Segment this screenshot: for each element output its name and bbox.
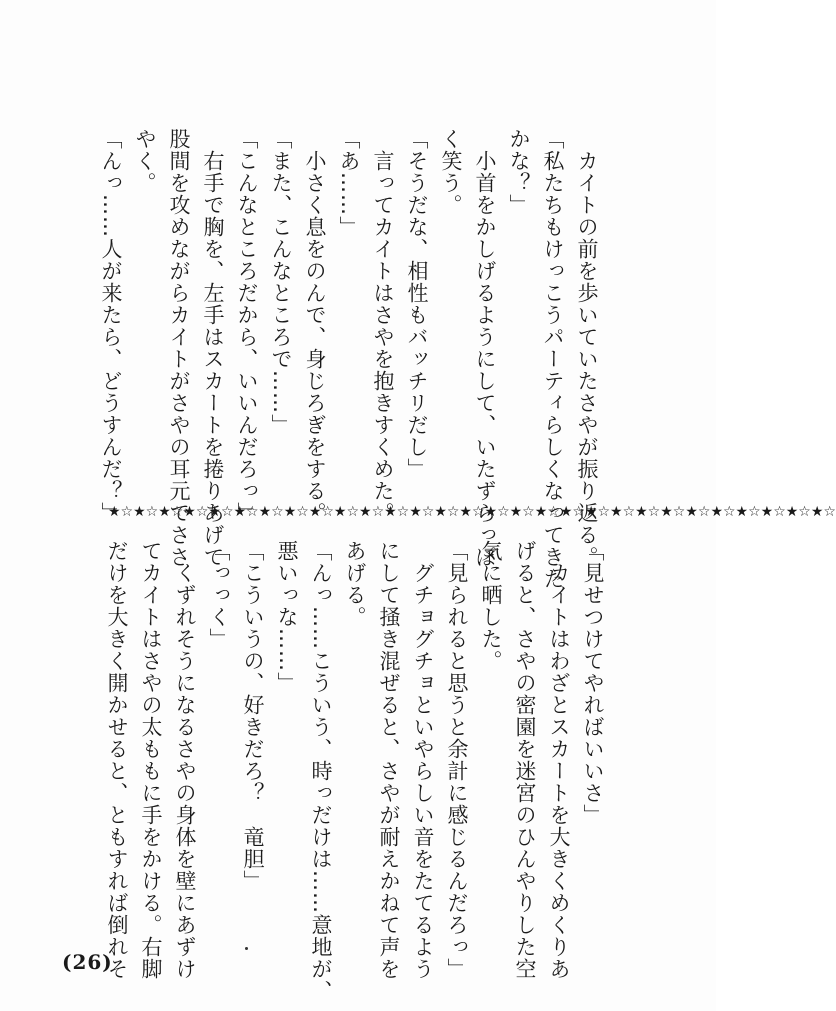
text-line: あげる。 (343, 540, 367, 628)
text-line: く笑う。 (439, 128, 463, 216)
text-line: 「また、こんなところで……」 (269, 128, 293, 436)
text-line: 「見せつけてやればいいさ」 (581, 540, 605, 826)
text-line: 小さく息をのんで、身じろぎをする。 (303, 128, 327, 524)
text-line: やく。 (133, 128, 157, 194)
text-line: くずれそうになるさやの身体を壁にあずけ (173, 540, 197, 980)
text-line: 「んっ……人が来たら、どうすんだ？」 (99, 128, 123, 524)
text-line: 言ってカイトはさやを抱きすくめた。 (371, 128, 395, 524)
text-line: にして掻き混ぜると、さやが耐えかねて声を (377, 540, 401, 980)
text-line: 「っっく」 (207, 540, 231, 650)
text-line: カイトはわざとスカートを大きくめくりあ (547, 540, 571, 980)
text-line: 気に晒した。 (479, 540, 503, 672)
text-line: 「そうだな、相性もバッチリだし」 (405, 128, 429, 480)
text-line: 「私たちもけっこうパーティらしくなってきた (541, 128, 565, 590)
text-line: だけを大きく開かせると、ともすれば倒れそ (105, 540, 129, 980)
text-line: かな？」 (507, 128, 531, 216)
text-line: 「こんなところだから、いいんだろっ」 (235, 128, 259, 524)
text-block-bottom (105, 540, 610, 1002)
text-line: 「んっ……こういう、時っだけは……意地が、 (309, 540, 333, 1002)
text-line: 右手で胸を、左手はスカートを捲りあげて (201, 128, 225, 568)
scan-speck (245, 947, 248, 950)
text-line: げると、さやの密園を迷宮のひんやりした空 (513, 540, 537, 980)
text-line: 「こういうの、好きだろ？ 竜胆」 (241, 540, 265, 892)
text-line: 「見られると思うと余計に感じるんだろっ」 (445, 540, 469, 980)
text-line: カイトの前を歩いていたさやが振り返る。 (575, 128, 599, 568)
page-number: (26) (62, 950, 113, 974)
text-line: 「あ……」 (337, 128, 361, 238)
text-line: グチョグチョといやらしい音をたてるよう (411, 540, 435, 980)
star-divider: ★☆★☆★☆★☆★☆★☆★☆★☆★☆★☆★☆★☆★☆★☆★☆★☆★☆★☆★☆★☆★☆★☆★☆★☆★☆★☆★☆★☆★☆ (108, 504, 836, 520)
text-line: てカイトはさやの太ももに手をかける。右脚 (139, 540, 163, 980)
text-line: 小首をかしげるようにして、いたずらっぽ (473, 128, 497, 568)
text-line: 股間を攻めながらカイトがさやの耳元でささ (167, 128, 191, 568)
text-line: 悪いっな……」 (275, 540, 299, 694)
